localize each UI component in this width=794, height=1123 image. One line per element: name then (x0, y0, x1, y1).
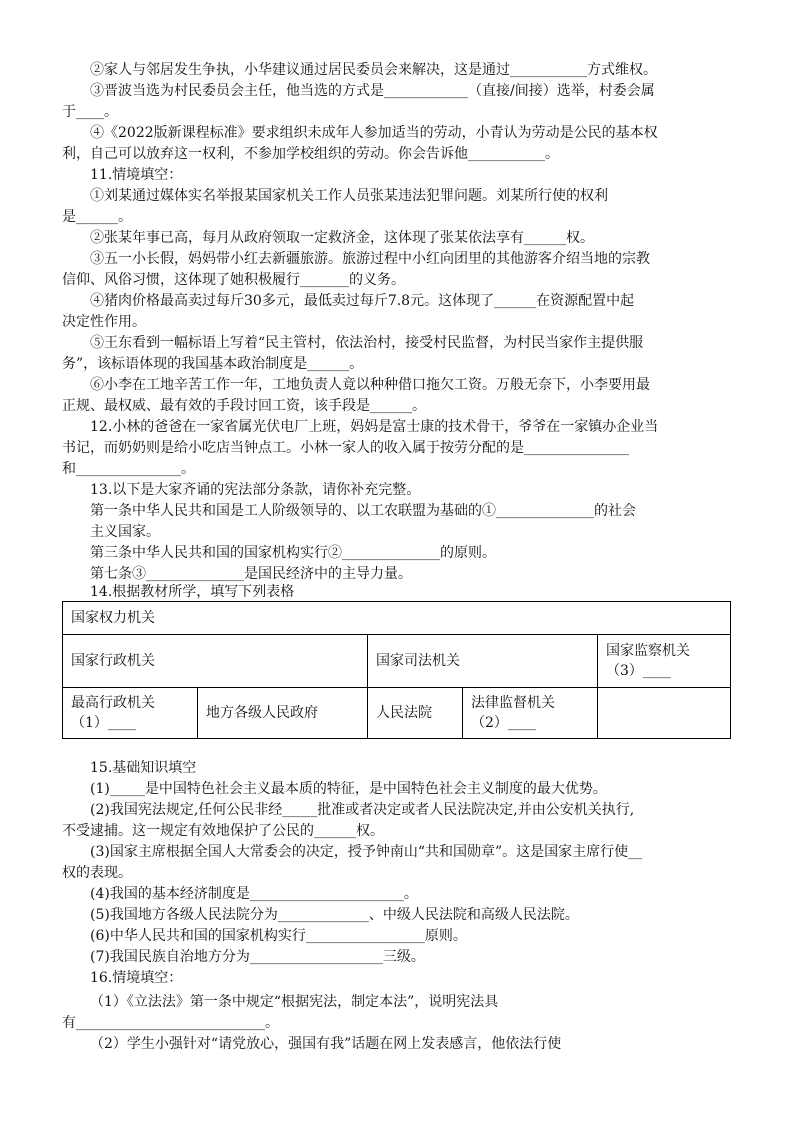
table-cell-supervision-organ (598, 635, 731, 688)
table-cell-empty (598, 688, 731, 739)
q10-item-2: ②家人与邻居发生争执，小华建议通过居民委员会来解决，这是通过___________方式维权。 (90, 62, 657, 78)
top-admin-blank: （1）____ (71, 715, 136, 731)
q11-item-3-cont: 信仰、风俗习惯，这体现了她积极履行_______的义务。 (62, 272, 405, 288)
q12-text-cont: 书记，而奶奶则是给小吃店当钟点工。小林一家人的收入属于按劳分配的是_______________ (62, 440, 629, 456)
supervision-label: 国家监察机关 (606, 643, 690, 659)
q10-item-3: ③晋波当选为村民委员会主任，他当选的方式是____________（直接/间接）选举，村委会属 (90, 83, 655, 99)
q11-item-5: ⑤王东看到一幅标语上写着“民主管村，依法治村，接受村民监督，为村民当家作主提供服 (90, 335, 644, 351)
q11-item-5-cont: 务”，该标语体现的我国基本政治制度是______。 (62, 356, 364, 372)
q15-item-5: (5)我国地方各级人民法院分为_____________、中级人民法院和高级人民法院。 (90, 907, 579, 923)
q14-heading: 14.根据教材所学，填写下列表格 (90, 584, 295, 600)
q15-item-3-cont: 权的表现。 (62, 865, 132, 881)
table-row (63, 688, 731, 739)
q11-item-4: ④猪肉价格最高卖过每斤30多元，最低卖过每斤7.8元。这体现了______在资源配置中起 (90, 293, 635, 309)
supervision-blank: （3）____ (606, 663, 671, 679)
q16-item-1-cont: 有___________________________。 (62, 1015, 279, 1031)
q11-item-1: ①刘某通过媒体实名举报某国家机关工作人员张某违法犯罪问题。刘某所行使的权利 (90, 188, 608, 204)
q11-item-4-cont: 决定性作用。 (62, 314, 146, 330)
table-row (63, 602, 731, 635)
q16-item-2: （2）学生小强针对“请党放心，强国有我”话题在网上发表感言，他依法行使 (90, 1036, 562, 1052)
q15-item-2: (2)我国宪法规定,任何公民非经_____批准或者决定或者人民法院决定,并由公安机关执行, (90, 802, 635, 818)
q10-item-3-cont: 于____。 (62, 104, 118, 120)
table-cell-court: 人民法院 (368, 688, 463, 739)
q10-item-4-cont: 利，自己可以放弃这一权利，不参加学校组织的劳动。你会告诉他___________。 (62, 146, 559, 162)
q11-heading: 11.情境填空： (90, 167, 183, 183)
procuratorate-label: 法律监督机关 (471, 695, 555, 711)
state-organs-table (62, 601, 731, 739)
q13-article-7: 第七条③______________是国民经济中的主导力量。 (90, 566, 412, 582)
q11-item-3: ③五一小长假，妈妈带小红去新疆旅游。旅游过程中小红向团里的其他游客介绍当地的宗教 (90, 251, 650, 267)
q15-item-1: (1)_____是中国特色社会主义最本质的特征，是中国特色社会主义制度的最大优势。 (90, 781, 607, 797)
q11-item-6-cont: 正规、最权威、最有效的手段讨回工资，该手段是______。 (62, 398, 426, 414)
q12-text: 12.小林的爸爸在一家省属光伏电厂上班，妈妈是富士康的技术骨干，爷爷在一家镇办企业当 (90, 419, 659, 435)
q15-item-2-cont: 不受逮捕。这一规定有效地保护了公民的______权。 (62, 823, 384, 839)
q15-item-7: (7)我国民族自治地方分为___________________三级。 (90, 949, 425, 965)
table-cell-top-admin (63, 688, 198, 739)
q16-item-1: （1）《立法法》第一条中规定“根据宪法，制定本法”，说明宪法具 (90, 994, 499, 1010)
q15-item-4: (4)我国的基本经济制度是______________________。 (90, 886, 418, 902)
table-cell-local-gov: 地方各级人民政府 (198, 688, 368, 739)
q10-item-4: ④《2022版新课程标准》要求组织未成年人参加适当的劳动，小青认为劳动是公民的基本权 (90, 125, 658, 141)
q15-item-6: (6)中华人民共和国的国家机构实行_________________原则。 (90, 928, 467, 944)
q16-heading: 16.情境填空： (90, 970, 183, 986)
q11-item-6: ⑥小李在工地辛苦工作一年，工地负责人竟以种种借口拖欠工资。万般无奈下，小李要用最 (90, 377, 650, 393)
table-cell-judicial-organ: 国家司法机关 (368, 635, 598, 688)
table-cell-procuratorate (463, 688, 598, 739)
q11-item-1-cont: 是______。 (62, 209, 132, 225)
q12-text-cont-2: 和_______________。 (62, 461, 195, 477)
q13-article-1: 第一条中华人民共和国是工人阶级领导的、以工农联盟为基础的①______________的社会 (90, 503, 636, 519)
top-admin-label: 最高行政机关 (71, 695, 155, 711)
q13-article-1-cont: 主义国家。 (90, 524, 160, 540)
table-cell-power-organ: 国家权力机关 (63, 602, 731, 635)
procuratorate-blank: （2）____ (471, 715, 536, 731)
table-cell-admin-organ: 国家行政机关 (63, 635, 368, 688)
q15-heading: 15.基础知识填空 (90, 760, 197, 776)
q13-article-3: 第三条中华人民共和国的国家机构实行②______________的原则。 (90, 545, 496, 561)
q13-heading: 13.以下是大家齐诵的宪法部分条款，请你补充完整。 (90, 482, 421, 498)
q15-item-3: (3)国家主席根据全国人大常委会的决定，授予钟南山“共和国勋章”。这是国家主席行使__ (90, 844, 643, 860)
q11-item-2: ②张某年事已高，每月从政府领取一定救济金，这体现了张某依法享有______权。 (90, 230, 594, 246)
table-row (63, 635, 731, 688)
